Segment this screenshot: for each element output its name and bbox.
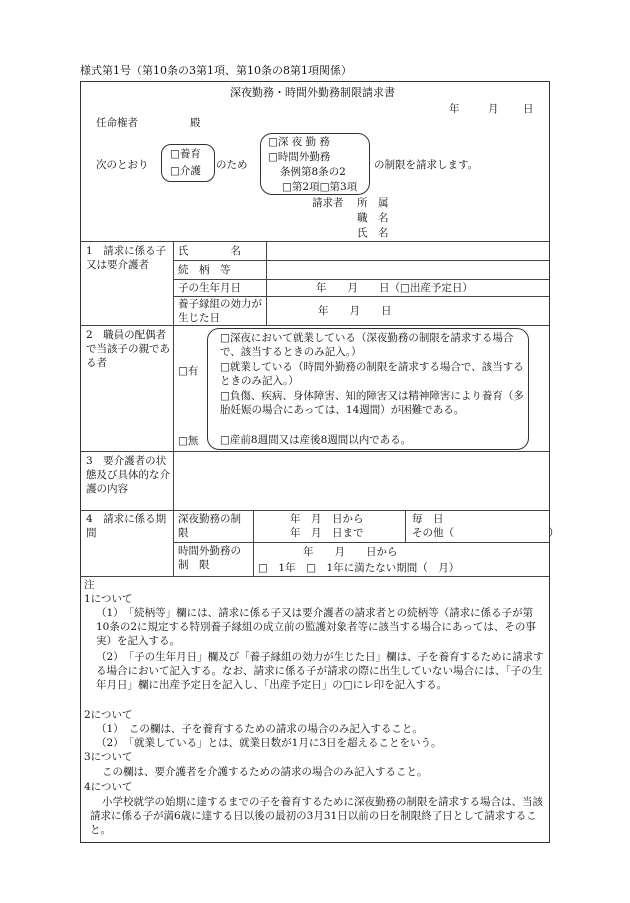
birth-date-value[interactable]: 年 月 日（□出産予定日）: [316, 282, 473, 294]
section1-heading: 1 請求に係る子又は要介護者: [86, 245, 167, 272]
for-text: のため: [216, 159, 248, 171]
spouse-no-checkbox[interactable]: □無: [178, 435, 199, 447]
condition-maternity[interactable]: □産前8週間又は産後8週間以内である。: [220, 434, 412, 446]
recipient-label: 任命権者: [96, 117, 138, 129]
divider-section1: [80, 241, 549, 242]
note1-item2: （2） 「子の生年月日」欄及び「養子縁組の効力が生じた日」欄は、子を養育するために請求する場合において記入する。なお、請求に係る子が請求の際に出生していない場合には、「子の生年月日」欄に出産予定日を記入し、「出産予定日」の□にレ印を記入する。: [96, 651, 544, 692]
date-year-label: 年: [449, 103, 460, 115]
overtime-from-date[interactable]: 年 月 日から: [303, 546, 398, 558]
notes-heading: 注: [84, 579, 95, 591]
adoption-date-label: 養子縁組の効力が生じた日: [178, 298, 262, 325]
column-divider-left: [173, 241, 174, 542]
relation-label: 続 柄 等: [178, 264, 231, 276]
type-option-overtime[interactable]: □時間外勤務: [268, 151, 331, 163]
note4-item1: 小学校就学の始期に達するまでの子を養育するために深夜勤務の制限を請求する場合は、当該請求に係る子が満6歳に達する日以後の最初の3月31日以前の日を制限終了日として請求すること。: [90, 796, 543, 837]
honorific: 殿: [190, 117, 201, 129]
purpose-option-nursing[interactable]: □介護: [170, 165, 201, 177]
row-divider: [173, 260, 549, 261]
divider-section3: [80, 451, 549, 452]
date-month-label: 月: [488, 103, 499, 115]
every-day-option[interactable]: 毎 日: [412, 513, 444, 525]
section1-column-divider: [266, 241, 267, 325]
overtime-limit-label: 時間外勤務の 制 限: [178, 545, 252, 572]
other-option[interactable]: その他（ ）: [412, 527, 559, 539]
note4-heading: 4について: [84, 781, 133, 793]
row-divider: [173, 279, 549, 280]
birth-date-label: 子の生年月日: [178, 282, 241, 294]
condition-working[interactable]: □就業している（時間外勤務の制限を請求する場合で、該当するときのみ記入。）: [220, 361, 524, 388]
adoption-date-value[interactable]: 年 月 日: [318, 305, 392, 317]
name-label: 氏 名: [357, 227, 389, 239]
form-number: 様式第1号（第10条の3第1項、第10条の8第1項関係）: [80, 64, 352, 77]
section4-heading: 4 請求に係る期間: [86, 513, 167, 540]
position-label: 職 名: [357, 212, 389, 224]
column-divider-left: [173, 542, 174, 576]
divider-notes: [80, 576, 549, 577]
note2-heading: 2について: [84, 709, 133, 721]
child-name-label: 氏 名: [178, 245, 241, 257]
section4-column-divider: [253, 542, 254, 576]
divider-section2: [80, 325, 549, 326]
divider-section4: [80, 510, 549, 511]
spouse-yes-checkbox[interactable]: □有: [178, 365, 199, 377]
note3-item1: この欄は、要介護者を介護するための請求の場合のみ記入すること。: [102, 766, 428, 778]
night-from-date[interactable]: 年 月 日から: [290, 513, 364, 525]
row-divider: [173, 542, 549, 543]
article-text: 条例第8条の2: [280, 166, 346, 178]
article-items[interactable]: □第2項□第3項: [282, 181, 358, 193]
section2-heading: 2 職員の配偶者で当該子の親である者: [86, 329, 170, 370]
section3-heading: 3 要介護者の状態及び具体的な介護の内容: [86, 455, 170, 496]
intro-text: 次のとおり: [96, 159, 149, 171]
night-limit-label: 深夜勤務の制 限: [178, 513, 262, 540]
note2-item1: （1） この欄は、子を養育するための請求の場合のみ記入すること。: [96, 723, 423, 735]
request-text: の制限を請求します。: [374, 159, 479, 171]
form-title: 深夜勤務・時間外勤務制限請求書: [230, 86, 395, 99]
affiliation-label: 所 属: [357, 197, 389, 209]
night-to-date[interactable]: 年 月 日まで: [290, 527, 364, 539]
note3-heading: 3について: [84, 751, 133, 763]
purpose-option-childcare[interactable]: □養育: [170, 148, 201, 160]
requester-label: 請求者: [312, 197, 344, 209]
section4-column-divider: [405, 510, 406, 542]
note1-item1: （1） 「続柄等」欄には、請求に係る子又は要介護者の請求者との続柄等（請求に係る子が第10条の2に規定する特別養子縁組の成立前の監護対象者等に該当する場合にあっては、その事実）を記入する。: [96, 607, 536, 648]
condition-disability[interactable]: □負傷、疾病、身体障害、知的障害又は精神障害により養育（多胎妊娠の場合にあっては、14週間）が困難である。: [220, 390, 524, 417]
note1-heading: 1について: [84, 593, 133, 605]
condition-night-work[interactable]: □深夜において就業している（深夜勤務の制限を請求する場合で、該当するときのみ記入。）: [220, 332, 514, 359]
overtime-period-options[interactable]: □ 1年 □ 1年に満たない期間（ 月）: [258, 562, 460, 574]
date-day-label: 日: [523, 103, 534, 115]
note2-item2: （2） 「就業している」とは、就業日数が1月に3日を超えることをいう。: [96, 737, 442, 749]
type-option-night[interactable]: □深 夜 勤 務: [268, 136, 330, 148]
